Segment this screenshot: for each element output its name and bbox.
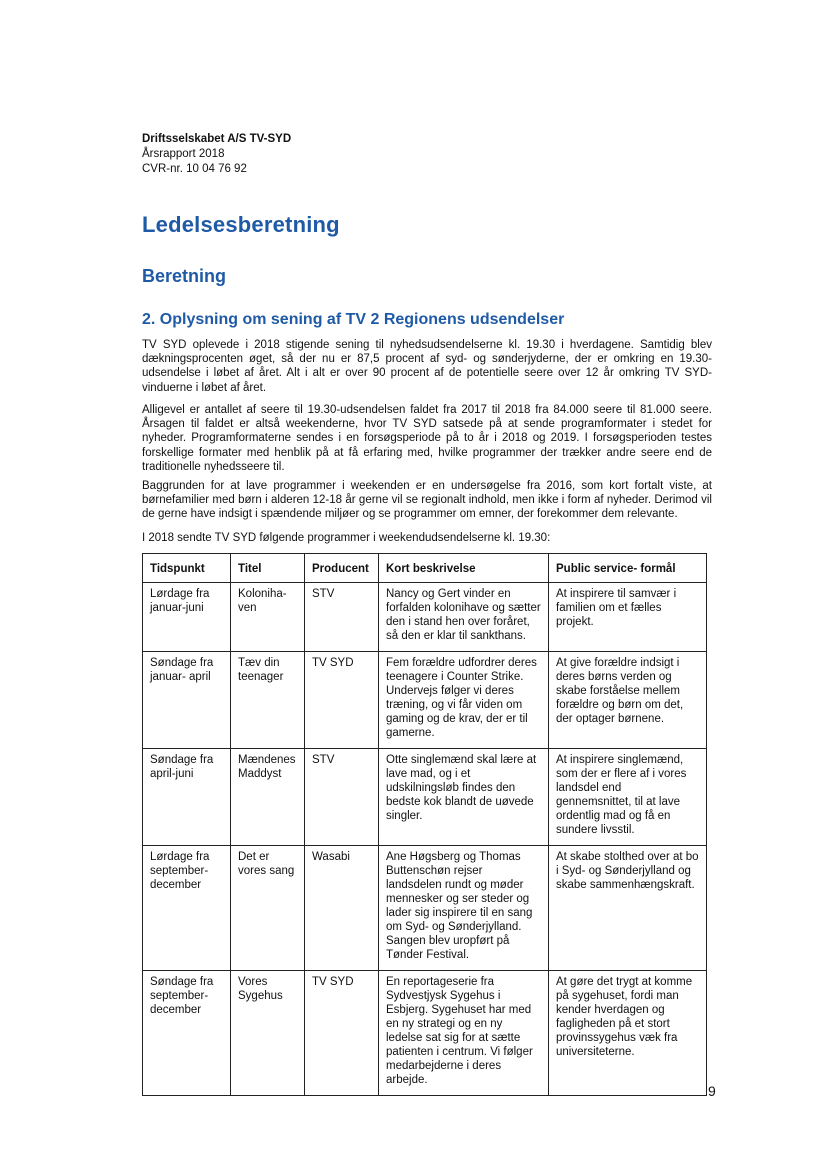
header-titel: Titel <box>231 554 305 583</box>
table-header-row <box>143 554 707 583</box>
cell-beskrivelse: Otte singlemænd skal lære at lave mad, og i et udskilningsløb findes den bedste kok blandt de uøvede singler. <box>379 749 549 846</box>
table-row <box>143 971 707 1096</box>
cell-formaal: At gøre det trygt at komme på sygehuset, fordi man kender hverdagen og fagligheden på et stort provinssygehus væk fra universiteterne. <box>549 971 707 1096</box>
page-subtitle: Beretning <box>142 266 227 286</box>
cell-formaal: At inspirere singlemænd, som der er flere af i vores landsdel end gennemsnittet, til at lave ordentlig mad og få en sundere livsstil. <box>549 749 707 846</box>
table-row <box>143 583 707 652</box>
cell-titel: Tæv din teenager <box>231 652 305 749</box>
cell-titel: Det er vores sang <box>231 846 305 971</box>
company-header <box>142 132 291 177</box>
header-beskrivelse: Kort beskrivelse <box>379 554 549 583</box>
header-producent: Producent <box>305 554 379 583</box>
cell-producent: STV <box>305 583 379 652</box>
cell-formaal: At inspirere til samvær i familien om et fælles projekt. <box>549 583 707 652</box>
paragraph-2: Alligevel er antallet af seere til 19.30-udsendelsen faldet fra 2017 til 2018 fra 84.000 seere til 81.000 seere. Årsagen til faldet er altså weekenderne, hvor TV SYD satsede på at sende programformater i stedet for nyheder. Programformaterne sendes i en forsøgsperiode på to år i 2018 og 2019. I forsøgsperioden testes forskellige formater med henblik på at få erfaring med, hvilke programmer der trækker andre seere end de traditionelle nyhedsseere til. <box>142 404 712 473</box>
paragraph-3: Baggrunden for at lave programmer i weekenden er en undersøgelse fra 2016, som kort fortalt viste, at børnefamilier med børn i alderen 12-18 år gerne vil se regionalt indhold, men ikke i form af nyheder. Derimod vil de gerne have indsigt i spændende miljøer og se programmer om emner, der forekommer dem relevante. <box>142 480 712 521</box>
page-number: 9 <box>708 1083 716 1099</box>
section-heading: 2. Oplysning om sening af TV 2 Regionens udsendelser <box>142 311 565 328</box>
program-table <box>142 553 707 1096</box>
cell-beskrivelse: En reportageserie fra Sydvestjysk Sygehus i Esbjerg. Sygehuset har med en ny strategi og en ny ledelse sat sig for at sætte patienten i centrum. Vi følger medarbejderne i deres arbejde. <box>379 971 549 1096</box>
cell-formaal: At give forældre indsigt i deres børns verden og skabe forståelse mellem forældre og børn om det, der optager børnene. <box>549 652 707 749</box>
report-name: Årsrapport 2018 <box>142 148 225 160</box>
cell-titel: Koloniha-ven <box>231 583 305 652</box>
cvr-number: CVR-nr. 10 04 76 92 <box>142 163 247 175</box>
cell-producent: TV SYD <box>305 971 379 1096</box>
cell-titel: Vores Sygehus <box>231 971 305 1096</box>
cell-tidspunkt: Søndage fra september-december <box>143 971 231 1096</box>
paragraph-4: I 2018 sendte TV SYD følgende programmer i weekendudsendelserne kl. 19.30: <box>142 532 551 544</box>
header-tidspunkt: Tidspunkt <box>143 554 231 583</box>
cell-producent: TV SYD <box>305 652 379 749</box>
cell-beskrivelse: Fem forældre udfordrer deres teenagere i Counter Strike. Undervejs følger vi deres træning, og vi får viden om gaming og de krav, der er til gamerne. <box>379 652 549 749</box>
cell-tidspunkt: Søndage fra januar- april <box>143 652 231 749</box>
table-row <box>143 846 707 971</box>
cell-beskrivelse: Ane Høgsberg og Thomas Buttenschøn rejser landsdelen rundt og møder mennesker og ser steder og lader sig inspirere til en sang om Syd- og Sønderjylland. Sangen blev uropført på Tønder Festival. <box>379 846 549 971</box>
page-title: Ledelsesberetning <box>142 212 340 237</box>
cell-producent: STV <box>305 749 379 846</box>
cell-titel: Mændenes Maddyst <box>231 749 305 846</box>
cell-beskrivelse: Nancy og Gert vinder en forfalden kolonihave og sætter den i stand hen over foråret, så den er klar til sankthans. <box>379 583 549 652</box>
table-row <box>143 749 707 846</box>
cell-tidspunkt: Lørdage fra januar-juni <box>143 583 231 652</box>
header-formaal: Public service- formål <box>549 554 707 583</box>
company-name: Driftsselskabet A/S TV-SYD <box>142 133 292 145</box>
paragraph-1: TV SYD oplevede i 2018 stigende sening til nyhedsudsendelserne kl. 19.30 i hverdagene. Samtidig blev dækningsprocenten øget, så der nu er 87,5 procent af syd- og sønderjyderne, der er omkring en 19.30-udsendelse i løbet af året. Alt i alt er over 90 procent af de potentielle seere over 12 år omkring TV SYD-vinduerne i løbet af året. <box>142 339 712 394</box>
cell-tidspunkt: Lørdage fra september-december <box>143 846 231 971</box>
cell-producent: Wasabi <box>305 846 379 971</box>
cell-formaal: At skabe stolthed over at bo i Syd- og Sønderjylland og skabe sammenhængskraft. <box>549 846 707 971</box>
table-row <box>143 652 707 749</box>
cell-tidspunkt: Søndage fra april-juni <box>143 749 231 846</box>
